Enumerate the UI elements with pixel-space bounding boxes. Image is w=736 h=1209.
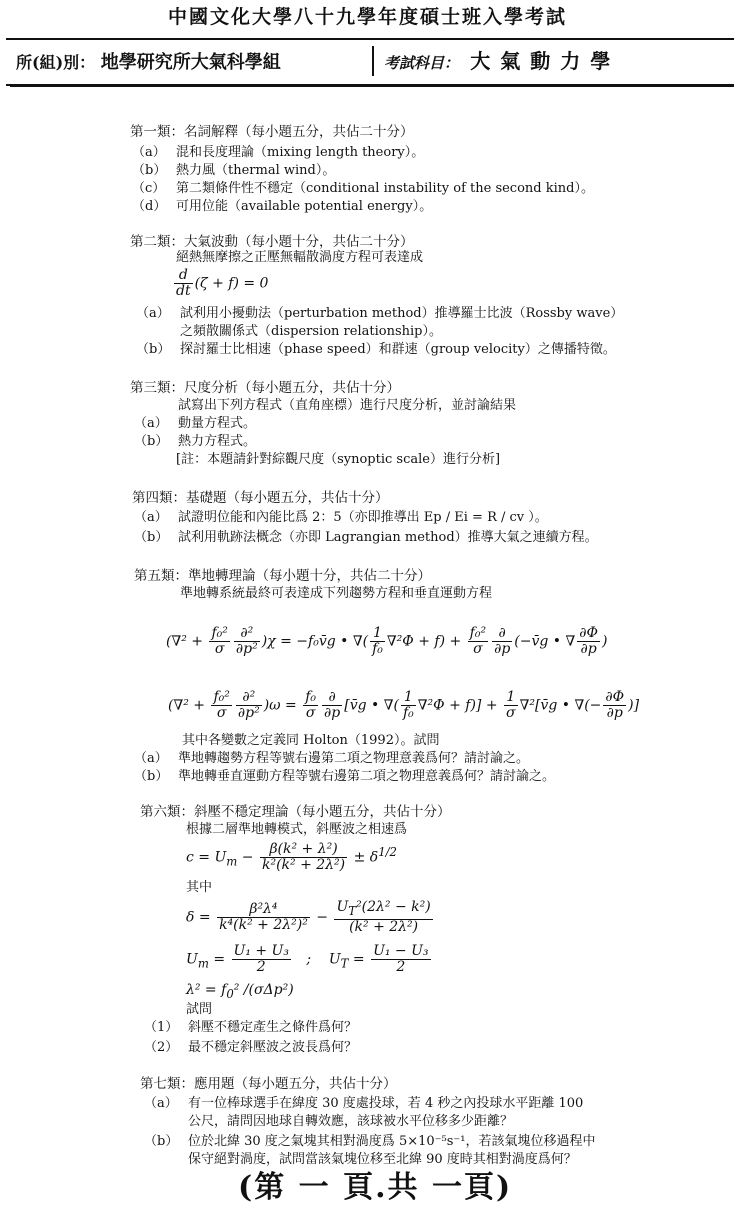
subject-field — [384, 45, 620, 74]
question-item: （b） 熱力風（thermal wind）。 — [132, 163, 336, 178]
question-item: （a） 試證明位能和內能比爲 2：5（亦即推導出 Ep / Ei = R / cv ）。 — [134, 510, 548, 525]
section-heading: 第三類：尺度分析（每小題五分，共佔十分） — [130, 380, 400, 396]
question-item: （c） 第二類條件性不穩定（conditional instability of the second kind）。 — [132, 181, 594, 196]
header-rule — [10, 86, 734, 87]
question-item: （1） 斜壓不穩定產生之條件爲何？ — [144, 1020, 358, 1035]
section-heading: 第四類：基礎題（每小題五分，共佔十分） — [132, 490, 389, 506]
department-field — [16, 48, 281, 74]
divider — [372, 46, 374, 76]
lambda-equation: $\lambda^2 = f_0^2$ /(σΔp²) — [186, 982, 294, 1001]
subject-label: 考試科目： — [384, 54, 460, 72]
department-value: 地學研究所大氣科學組 — [100, 52, 281, 73]
question-item: （b） 熱力方程式。 — [134, 434, 257, 449]
omega-equation: (∇² + $\frac{\text{f₀²}}{\sigma}$ $\frac{\text{∂²}}{\text{∂p²}}$ )ω = $\frac{\text{f₀}}{\sigma}$ $\frac{\partial}{\partial p}$ [v̄g • ∇( $\frac{1}{\text{f₀}}$ ∇²Φ + f)] + $\frac{1}{\sigma}$ ∇²[v̄g • ∇(− $\frac{\partial\Phi}{\partial p}$ )] — [168, 689, 640, 721]
section-intro: 絕熱無摩擦之正壓無輻散渦度方程可表達成 — [176, 250, 424, 265]
section-heading: 第一類：名詞解釋（每小題五分，共佔二十分） — [130, 124, 414, 140]
section-heading: 第二類：大氣波動（每小題十分，共佔二十分） — [130, 234, 414, 250]
question-item: 之頻散關係式（dispersion relationship）。 — [180, 324, 442, 339]
question-item: （a） 混和長度理論（mixing length theory）。 — [132, 145, 425, 160]
delta-equation: δ = $\frac{\text{β²λ⁴}}{\text{k⁴(k² + 2λ²)²}}$ − $\frac{U_T^2(2\lambda^2 - k^2)}{\text{(k² + 2λ²)}}$ — [186, 899, 431, 935]
tendency-equation: (∇² + $\frac{\text{f₀²}}{\sigma}$ $\frac{\text{∂²}}{\text{∂p²}}$ )χ = −f₀v̄g • ∇( $\frac{1}{\text{f₀}}$ ∇²Φ + f) + $\frac{\text{f₀²}}{\sigma}$ $\frac{\partial}{\partial p}$ (−v̄g • ∇ $\frac{\partial\Phi}{\partial p}$ ) — [166, 625, 608, 657]
department-label: 所(組)別： — [16, 53, 96, 72]
ask-text: 試問 — [186, 1002, 213, 1017]
section-note: [註：本題請針對綜觀尺度（synoptic scale）進行分析] — [176, 452, 501, 467]
section-heading: 第七類：應用題（每小題五分，共佔十分） — [140, 1076, 397, 1092]
section-heading: 第六類：斜壓不穩定理論（每小題五分，共佔十分） — [140, 804, 451, 820]
velocity-equations: $U_m$ = $\frac{\text{U₁ + U₃}}{2}$ ; $U_T$ = $\frac{\text{U₁ − U₃}}{2}$ — [186, 943, 429, 975]
phase-speed-equation: $c = U_m$ − $\frac{\text{β(k² + λ²)}}{\text{k²(k² + 2λ²)}}$ ± $\delta^{1/2}$ — [186, 841, 397, 873]
where-text: 其中 — [186, 880, 213, 895]
question-item: （d） 可用位能（available potential energy）。 — [132, 199, 433, 214]
question-item: 公尺，請問因地球自轉效應，該球被水平位移多少距離？ — [188, 1114, 514, 1129]
question-item: 保守絕對渦度，試問當該氣塊位移至北緯 90 度時其相對渦度爲何？ — [188, 1152, 577, 1167]
question-item: （b） 探討羅士比相速（phase speed）和群速（group velocity）之傳播特徵。 — [136, 342, 616, 357]
section-heading: 第五類：準地轉理論（每小題十分，共佔二十分） — [134, 568, 431, 584]
question-item: （b） 位於北緯 30 度之氣塊其相對渦度爲 5×10⁻⁵s⁻¹，若該氣塊位移過程中 — [144, 1134, 596, 1149]
question-item: （b） 試利用軌跡法概念（亦即 Lagrangian method）推導大氣之連續方程。 — [134, 530, 598, 545]
section-intro: 根據二層準地轉模式，斜壓波之相速爲 — [186, 822, 408, 837]
question-item: （a） 動量方程式。 — [134, 416, 257, 431]
question-item: （2） 最不穩定斜壓波之波長爲何？ — [144, 1040, 358, 1055]
exam-title: 中國文化大學八十九學年度碩士班入學考試 — [168, 6, 568, 28]
page-footer: (第 一 頁.共 一頁) — [238, 1170, 513, 1205]
section-intro: 準地轉系統最終可表達成下列趨勢方程和垂直運動方程 — [180, 586, 493, 601]
header-info-bar — [6, 38, 734, 86]
subject-value: 大氣動力學 — [470, 49, 621, 73]
question-item: （a） 試利用小擾動法（perturbation method）推導羅士比波（Rossby wave） — [136, 306, 624, 321]
question-item: （a） 準地轉趨勢方程等號右邊第二項之物理意義爲何？請討論之。 — [134, 751, 530, 766]
question-item: （b） 準地轉垂直運動方程等號右邊第二項之物理意義爲何？請討論之。 — [134, 769, 556, 784]
section-after-text: 其中各變數之定義同 Holton（1992）。試問 — [182, 733, 440, 748]
section-intro: 試寫出下列方程式（直角座標）進行尺度分析，並討論結果 — [178, 398, 517, 413]
vorticity-equation: $\frac{d}{dt}$ (ζ + f) = 0 — [176, 267, 269, 299]
question-item: （a） 有一位棒球選手在緯度 30 度處投球，若 4 秒之內投球水平距離 100 — [144, 1096, 584, 1111]
